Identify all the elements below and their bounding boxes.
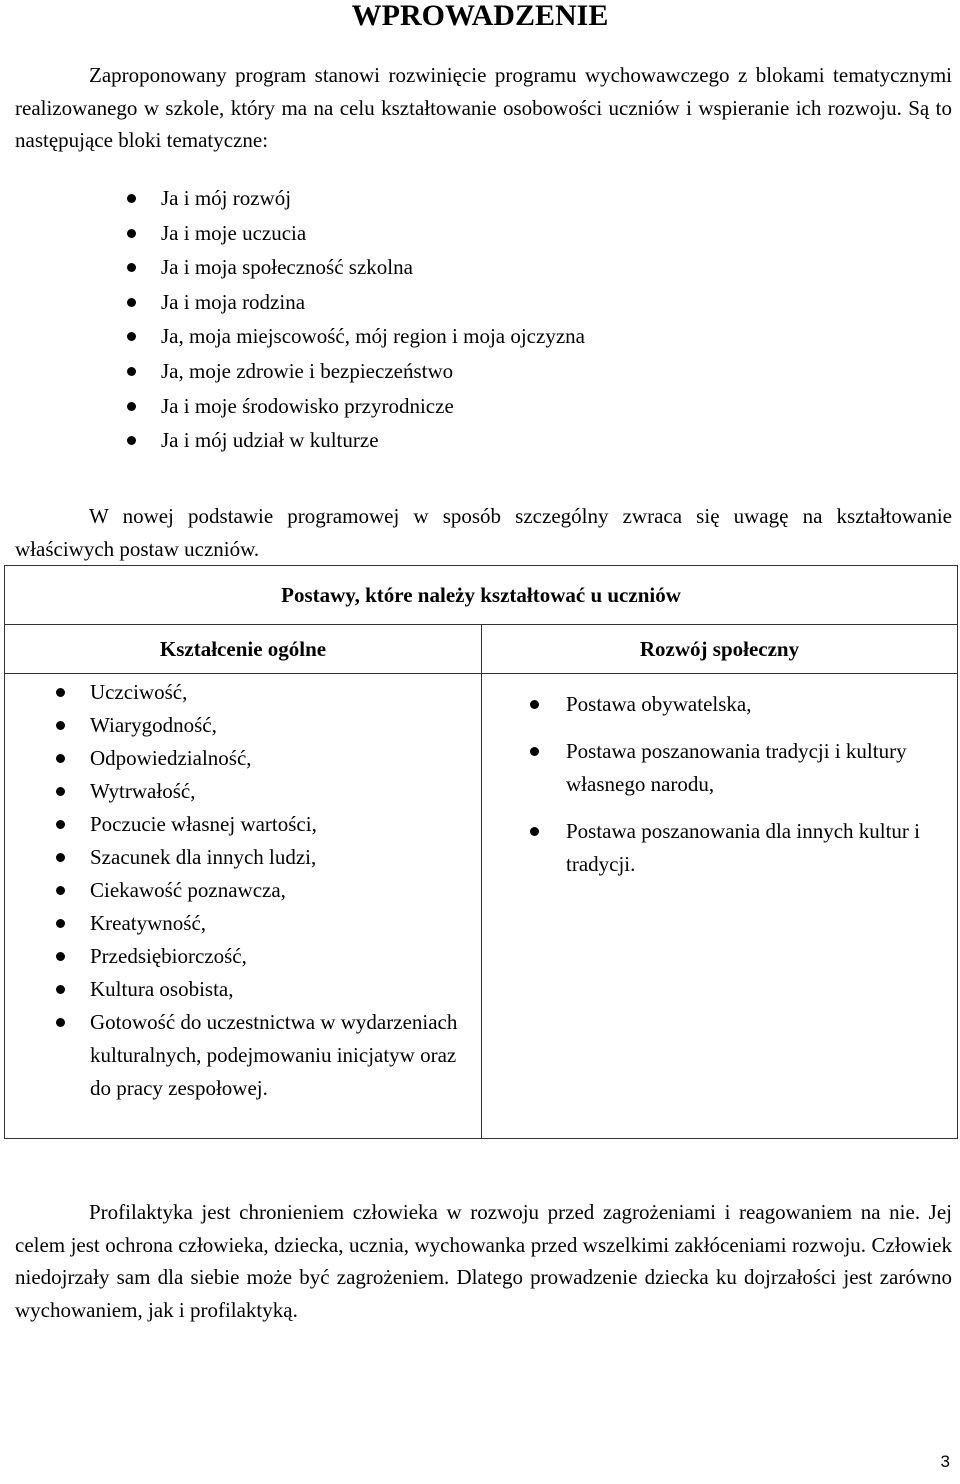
list-item: Poczucie własnej wartości,	[5, 808, 481, 841]
list-item: Ja i moja społeczność szkolna	[0, 250, 960, 285]
bullet-icon	[56, 985, 65, 994]
list-item: Ja i mój rozwój	[0, 181, 960, 216]
list-item: Szacunek dla innych ludzi,	[5, 841, 481, 874]
list-item: Postawa poszanowania tradycji i kultury własnego narodu,	[482, 735, 957, 801]
left-column-header: Kształcenie ogólne	[5, 625, 482, 674]
attitudes-table	[4, 565, 958, 1139]
list-item: Uczciwość,	[5, 676, 481, 709]
bullet-icon	[127, 263, 136, 272]
list-item: Przedsiębiorczość,	[5, 940, 481, 973]
bullet-icon	[56, 688, 65, 697]
table-title: Postawy, które należy kształtować u uczniów	[5, 566, 958, 625]
bullet-icon	[127, 367, 136, 376]
list-item: Ciekawość poznawcza,	[5, 874, 481, 907]
bullet-icon	[56, 820, 65, 829]
bullet-icon	[127, 402, 136, 411]
intro-paragraph	[15, 59, 952, 157]
attitudes-text: W nowej podstawie programowej w sposób szczególny zwraca się uwagę na kształtowanie właściwych postaw uczniów.	[15, 504, 952, 561]
social-development-cell	[482, 674, 958, 1139]
bullet-icon	[127, 229, 136, 238]
bullet-icon	[56, 721, 65, 730]
bullet-icon	[56, 919, 65, 928]
list-item: Ja i mój udział w kulturze	[0, 423, 960, 458]
social-development-list	[482, 674, 957, 881]
general-education-list	[5, 674, 481, 1105]
list-item: Postawa obywatelska,	[482, 688, 957, 721]
list-item: Kultura osobista,	[5, 973, 481, 1006]
bullet-icon	[56, 754, 65, 763]
general-education-cell	[5, 674, 482, 1139]
bullet-icon	[127, 332, 136, 341]
thematic-blocks-list	[0, 181, 960, 458]
intro-text: Zaproponowany program stanowi rozwinięcie programu wychowawczego z blokami tematycznymi realizowanego w szkole, który ma na celu kształtowanie osobowości uczniów i wspieranie ich rozwoju. Są to następujące bloki tematyczne:	[15, 63, 952, 152]
list-item: Odpowiedzialność,	[5, 742, 481, 775]
right-column-header: Rozwój społeczny	[482, 625, 958, 674]
prevention-text: Profilaktyka jest chronieniem człowieka w rozwoju przed zagrożeniami i reagowaniem na nie. Jej celem jest ochrona człowieka, dziecka, ucznia, wychowanka przed wszelkimi zakłóceniami rozwoju. Człowiek niedojrzały sam dla siebie może być zagrożeniem. Dlatego prowadzenie dziecka ku dojrzałości jest zarówno wychowaniem, jak i profilaktyką.	[15, 1200, 952, 1322]
bullet-icon	[530, 700, 539, 709]
list-item: Gotowość do uczestnictwa w wydarzeniach kulturalnych, podejmowaniu inicjatyw oraz do pracy zespołowej.	[5, 1006, 481, 1105]
list-item: Wiarygodność,	[5, 709, 481, 742]
prevention-paragraph	[15, 1196, 952, 1326]
bullet-icon	[56, 853, 65, 862]
list-item: Kreatywność,	[5, 907, 481, 940]
bullet-icon	[56, 1018, 65, 1027]
page-title: WPROWADZENIE	[351, 0, 609, 32]
bullet-icon	[56, 787, 65, 796]
bullet-icon	[127, 298, 136, 307]
bullet-icon	[530, 827, 539, 836]
list-item: Ja, moje zdrowie i bezpieczeństwo	[0, 354, 960, 389]
page-number: 3	[940, 1452, 950, 1471]
list-item: Ja i moja rodzina	[0, 285, 960, 320]
list-item: Wytrwałość,	[5, 775, 481, 808]
bullet-icon	[127, 194, 136, 203]
attitudes-paragraph	[15, 500, 952, 565]
list-item: Postawa poszanowania dla innych kultur i tradycji.	[482, 815, 957, 881]
bullet-icon	[56, 952, 65, 961]
bullet-icon	[127, 436, 136, 445]
list-item: Ja i moje uczucia	[0, 216, 960, 251]
bullet-icon	[56, 886, 65, 895]
list-item: Ja, moja miejscowość, mój region i moja ojczyzna	[0, 319, 960, 354]
bullet-icon	[530, 747, 539, 756]
list-item: Ja i moje środowisko przyrodnicze	[0, 389, 960, 424]
